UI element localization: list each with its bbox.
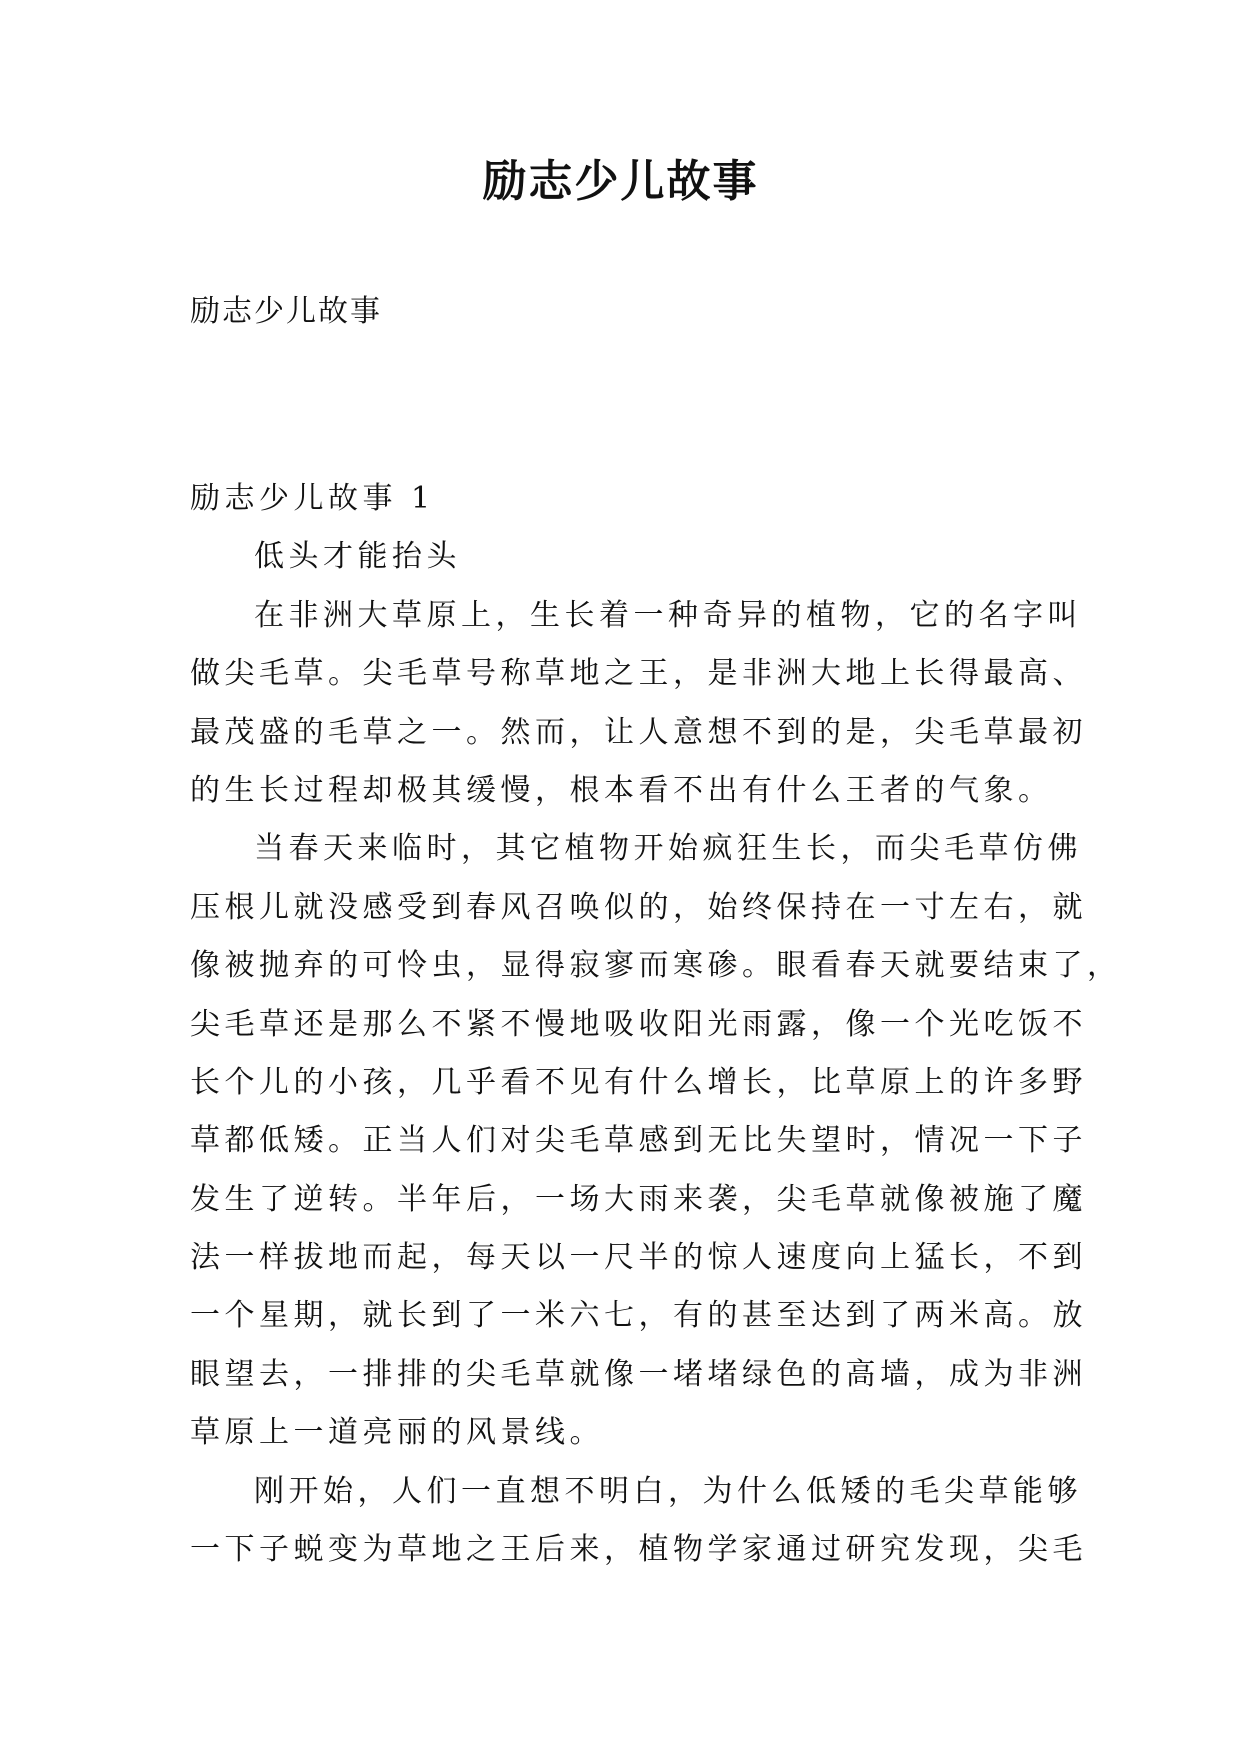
paragraph-line: 一个星期，就长到了一米六七，有的甚至达到了两米高。放 xyxy=(190,1298,1087,1334)
paragraph-line: 最茂盛的毛草之一。然而，让人意想不到的是，尖毛草最初 xyxy=(190,714,1087,750)
paragraph-line: 的生长过程却极其缓慢，根本看不出有什么王者的气象。 xyxy=(190,772,1053,808)
paragraph-line: 一下子蜕变为草地之王后来，植物学家通过研究发现，尖毛 xyxy=(190,1532,1087,1568)
paragraph-line: 当春天来临时，其它植物开始疯狂生长，而尖毛草仿佛 xyxy=(254,831,1082,867)
paragraph-line: 草原上一道亮丽的风景线。 xyxy=(190,1415,604,1451)
paragraph-line: 草都低矮。正当人们对尖毛草感到无比失望时，情况一下子 xyxy=(190,1123,1087,1159)
story-body xyxy=(190,470,1122,1579)
paragraph-line: 法一样拔地而起，每天以一尺半的惊人速度向上猛长，不到 xyxy=(190,1240,1087,1276)
paragraph-line: 像被抛弃的可怜虫，显得寂寥而寒碜。眼看春天就要结束了， xyxy=(190,948,1122,984)
paragraph-line: 长个儿的小孩，几乎看不见有什么增长，比草原上的许多野 xyxy=(190,1064,1087,1100)
paragraph-line: 尖毛草还是那么不紧不慢地吸收阳光雨露，像一个光吃饭不 xyxy=(190,1006,1087,1042)
paragraph-line: 发生了逆转。半年后，一场大雨来袭，尖毛草就像被施了魔 xyxy=(190,1181,1087,1217)
paragraph-line: 刚开始，人们一直想不明白，为什么低矮的毛尖草能够 xyxy=(254,1473,1082,1509)
paragraph-line: 做尖毛草。尖毛草号称草地之王，是非洲大地上长得最高、 xyxy=(190,656,1087,692)
story-title: 低头才能抬头 xyxy=(254,539,461,575)
document-subtitle: 励志少儿故事 xyxy=(190,294,382,329)
document-title: 励志少儿故事 xyxy=(482,156,759,207)
paragraph-line: 压根儿就没感受到春风召唤似的，始终保持在一寸左右，就 xyxy=(190,889,1087,925)
story-heading: 励志少儿故事 1 xyxy=(190,481,435,516)
paragraph-line: 眼望去，一排排的尖毛草就像一堵堵绿色的高墙，成为非洲 xyxy=(190,1356,1087,1392)
paragraph-line: 在非洲大草原上，生长着一种奇异的植物，它的名字叫 xyxy=(254,597,1082,633)
